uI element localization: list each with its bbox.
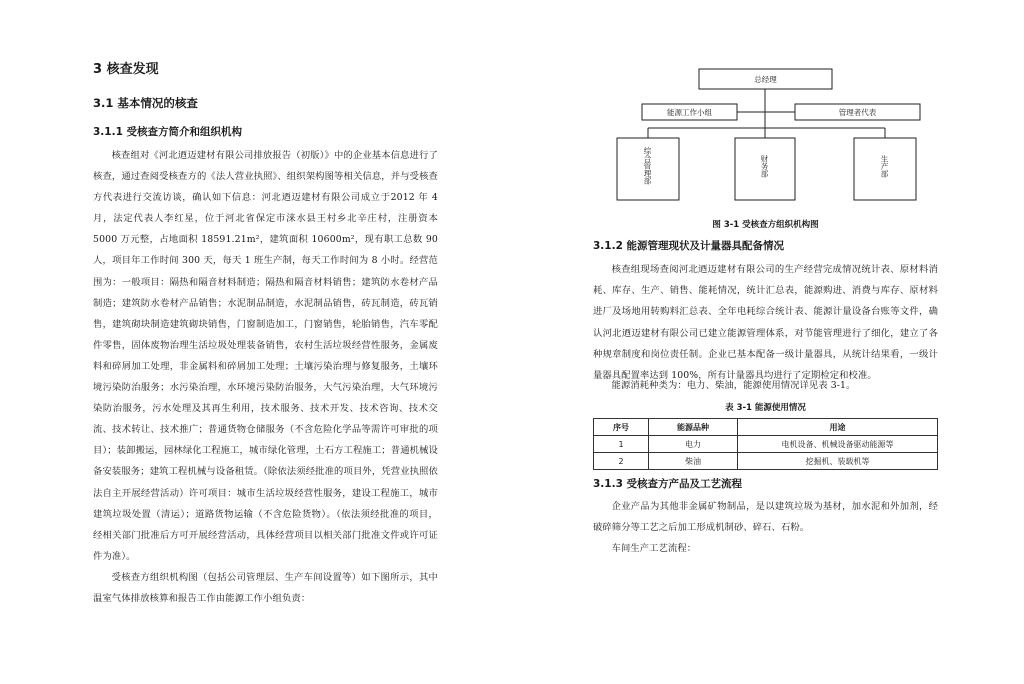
left-column <box>93 62 438 609</box>
table-cell: 电机设备、机械设备驱动能源等 <box>738 436 938 453</box>
table-row <box>594 436 938 453</box>
energy-usage-table <box>593 418 938 470</box>
table-cell: 1 <box>594 436 649 453</box>
subsubsection-heading: 3.1.1 受核查方简介和组织机构 <box>93 126 243 138</box>
table-cell: 电力 <box>649 436 738 453</box>
table-header-cell: 序号 <box>594 419 649 436</box>
org-intro-paragraph: 受核查方组织机构图（包括公司管理层、生产车间设置等）如下图所示，其中温室气体排放核算和报告工作由能源工作小组负责： <box>93 571 438 604</box>
company-info-paragraph: 核查组对《河北迺迈建材有限公司排放报告（初版）》中的企业基本信息进行了核查，通过查阅受核查方的《法人营业执照》、组织架构图等相关信息，并与受核查方代表进行交流访谈，确认如下信息：河北迺迈建材有限公司成立于2012 年 4 月，法定代表人李红星，位于河北省保定市涞水县王村乡北辛庄村，注册资本 5000 万元整，占地面积 18591.21m²，建筑面积 10600m²，现有职工总数 90 人，项目年工作时间 300 天，每天 1 班生产制，每天工作时间为 8 小时。经营范围为：一般项目：隔热和隔音材料制造；隔热和隔音材料销售；建筑防水卷材产品制造；建筑防水卷材产品销售；水泥制品制造，水泥制品销售，砖瓦制造，砖瓦销售，建筑砌块制造建筑砌块销售，门窗制造加工，门窗销售，轮胎销售，汽车零配件零售，固体废物治理生活垃圾处理装备销售，农村生活垃圾经营性服务，金属废料和碎屑加工处理，非金属料和碎屑加工处理；土壤污染治理与修复服务，土壤环境污染防治服务；水污染治理，水环境污染防治服务，大气污染治理，大气环境污染防治服务，污水处理及其再生利用，技术服务、技术开发、技术咨询、技术交流、技术转让、技术推广；普通货物仓储服务（不含危险化学品等需许可审批的项目）；装卸搬运，园林绿化工程施工，城市绿化管理，土石方工程施工；普通机械设备安装服务；建筑工程机械与设备租赁。（除依法须经批准的项目外，凭营业执照依法自主开展经营活动）许可项目：城市生活垃圾经营性服务，建设工程施工，城市建筑垃圾处置（清运）；道路货物运输（不含危险货物）。（依法须经批准的项目，经相关部门批准后方可开展经营活动，具体经营项目以相关部门批准文件或许可证件为准）。 <box>93 150 438 562</box>
energy-management-paragraph: 核查组现场查阅河北迺迈建材有限公司的生产经营完成情况统计表、原材料消耗、库存、生产、销售、能耗情况，统计汇总表，能源购进、消费与库存、原材料进厂及场地用转购料汇总表、全年电耗综合统计表、能源计量设备台账等文件，确认河北迺迈建材有限公司已建立能源管理体系，对节能管理进行了细化，建立了各种规章制度和岗位责任制。企业已基本配备一级计量器具，从统计结果看，一级计量器具配置率达到 100%，所有计量器具均进行了定期检定和校准。 <box>593 264 938 382</box>
figure-caption: 图 3-1 受核查方组织机构图 <box>712 220 819 230</box>
org-dept1-label: 综合管理部 <box>643 147 652 185</box>
subsection-heading: 3.1 基本情况的核查 <box>93 96 198 110</box>
table-caption: 表 3-1 能源使用情况 <box>725 403 806 413</box>
process-flow-paragraph: 车间生产工艺流程： <box>611 543 697 554</box>
product-paragraph: 企业产品为其他非金属矿物制品，是以建筑垃圾为基材，加水泥和外加剂，经破碎筛分等工艺之后加工形成机制砂、碎石、石粉。 <box>593 501 938 534</box>
table-header-cell: 能源品种 <box>649 419 738 436</box>
org-dept3-label: 生产部 <box>880 155 889 178</box>
table-header-cell: 用途 <box>738 419 938 436</box>
table-cell: 柴油 <box>649 453 738 470</box>
table-cell: 挖掘机、装载机等 <box>738 453 938 470</box>
org-energy-group-label: 能源工作小组 <box>667 108 712 117</box>
subsubsection-heading-3: 3.1.3 受核查方产品及工艺流程 <box>593 478 743 490</box>
org-mgmt-rep-label: 管理者代表 <box>838 108 877 117</box>
table-row <box>594 453 938 470</box>
table-header-row <box>594 419 938 436</box>
table-cell: 2 <box>594 453 649 470</box>
org-chart <box>593 62 938 214</box>
section-heading: 3 核查发现 <box>93 62 159 77</box>
org-top-label: 总经理 <box>754 75 777 84</box>
subsubsection-heading-2: 3.1.2 能源管理现状及计量器具配备情况 <box>593 240 785 252</box>
energy-types-paragraph: 能源消耗种类为：电力、柴油，能源使用情况详见表 3-1。 <box>611 380 856 391</box>
org-dept2-label: 财务部 <box>760 155 769 178</box>
